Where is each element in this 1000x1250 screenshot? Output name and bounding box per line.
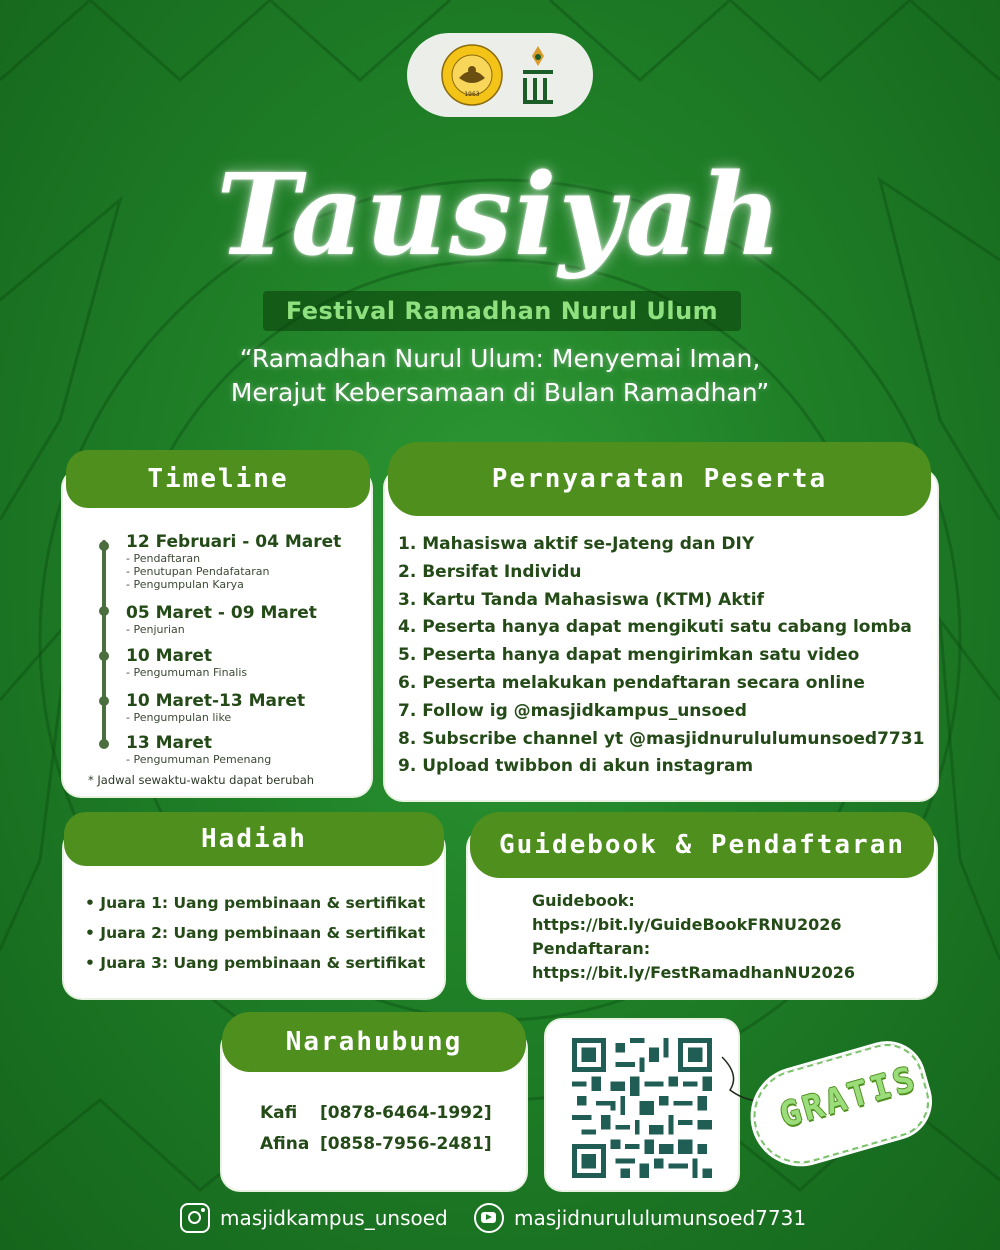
guidebook-link[interactable]: https://bit.ly/GuideBookFRNU2026 (532, 915, 842, 934)
timeline-detail: - Pendaftaran (126, 552, 201, 565)
timeline-detail: - Pengumuman Finalis (126, 666, 248, 679)
prizes-list (85, 888, 425, 978)
list-item: 9. Upload twibbon di akun instagram (398, 756, 754, 777)
contacts-header: Narahubung (222, 1012, 526, 1072)
timeline-dot (99, 651, 109, 661)
contact-phone: [0858-7956-2481] (320, 1134, 492, 1154)
timeline-dot (99, 541, 109, 551)
timeline-detail: - Penjurian (126, 623, 185, 636)
contact-name: Afina (260, 1134, 310, 1154)
timeline-item (126, 603, 317, 636)
tagline (0, 342, 1000, 410)
instagram-icon (180, 1203, 210, 1233)
list-item: 8. Subscribe channel yt @masjidnurululumunsoed7731 (398, 728, 925, 749)
badge-label: GRATIS (775, 1058, 922, 1136)
timeline-detail: - Penutupan Pendafataran (126, 565, 270, 578)
timeline-dot (99, 739, 109, 749)
contact-name: Kafi (260, 1103, 298, 1123)
list-item: 5. Peserta hanya dapat mengirimkan satu video (398, 645, 860, 666)
timeline-item (126, 646, 247, 679)
list-item: 7. Follow ig @masjidkampus_unsoed (398, 700, 747, 721)
mosque-logo (517, 44, 559, 106)
page-title: Tausiyah (216, 150, 784, 281)
timeline-date: 10 Maret (126, 646, 213, 666)
subtitle-banner (263, 291, 741, 331)
timeline-dot (99, 696, 109, 706)
logo-pill (407, 33, 593, 117)
guidebook-header: Guidebook & Pendaftaran (470, 812, 934, 878)
timeline-dot (99, 606, 109, 616)
svg-text:1963: 1963 (464, 91, 480, 98)
tagline-line-2: Merajut Kebersamaan di Bulan Ramadhan” (230, 378, 770, 407)
timeline-item (126, 691, 305, 724)
timeline-date: 10 Maret-13 Maret (126, 691, 306, 711)
contact-row (260, 1134, 492, 1154)
timeline-header: Timeline (66, 450, 370, 508)
requirements-header: Pernyaratan Peserta (388, 442, 931, 516)
contact-row (260, 1103, 492, 1123)
guidebook-label: Guidebook: (532, 891, 635, 910)
timeline-detail: - Pengumuman Pemenang (126, 753, 272, 766)
contact-phone: [0878-6464-1992] (320, 1103, 492, 1123)
footer-instagram[interactable] (180, 1200, 448, 1236)
guidebook-links (532, 889, 855, 985)
university-seal-logo (441, 44, 503, 106)
list-item: 4. Peserta hanya dapat mengikuti satu cabang lomba (398, 617, 912, 638)
youtube-handle: masjidnurululumunsoed7731 (514, 1206, 807, 1230)
timeline-note: * Jadwal sewaktu-waktu dapat berubah (88, 773, 315, 787)
timeline-date: 05 Maret - 09 Maret (126, 603, 317, 623)
prizes-header: Hadiah (64, 812, 444, 866)
subtitle: Festival Ramadhan Nurul Ulum (285, 297, 719, 325)
timeline-item (126, 733, 271, 766)
list-item: 6. Peserta melakukan pendaftaran secara online (398, 672, 865, 693)
list-item: 1. Mahasiswa aktif se-Jateng dan DIY (398, 534, 755, 554)
registration-label: Pendaftaran: (532, 939, 651, 958)
qr-code[interactable] (572, 1038, 712, 1178)
requirements-list (398, 531, 924, 781)
tagline-line-1: “Ramadhan Nurul Ulum: Menyemai Iman, (239, 344, 761, 373)
timeline-line (102, 540, 106, 745)
instagram-handle: masjidkampus_unsoed (220, 1206, 448, 1230)
list-item: • Juara 1: Uang pembinaan & sertifikat (85, 894, 426, 912)
list-item: 3. Kartu Tanda Mahasiswa (KTM) Aktif (398, 589, 764, 610)
registration-link[interactable]: https://bit.ly/FestRamadhanNU2026 (532, 963, 856, 982)
timeline-date: 13 Maret (126, 733, 213, 753)
list-item: • Juara 2: Uang pembinaan & sertifikat (85, 924, 426, 942)
timeline-date: 12 Februari - 04 Maret (126, 532, 342, 552)
timeline-item (126, 532, 341, 591)
youtube-icon (474, 1203, 504, 1233)
list-item: • Juara 3: Uang pembinaan & sertifikat (85, 954, 426, 972)
footer-youtube[interactable] (474, 1200, 806, 1236)
list-item: 2. Bersifat Individu (398, 561, 582, 582)
timeline-detail: - Pengumpulan Karya (126, 578, 244, 591)
timeline-detail: - Pengumpulan like (126, 711, 232, 724)
